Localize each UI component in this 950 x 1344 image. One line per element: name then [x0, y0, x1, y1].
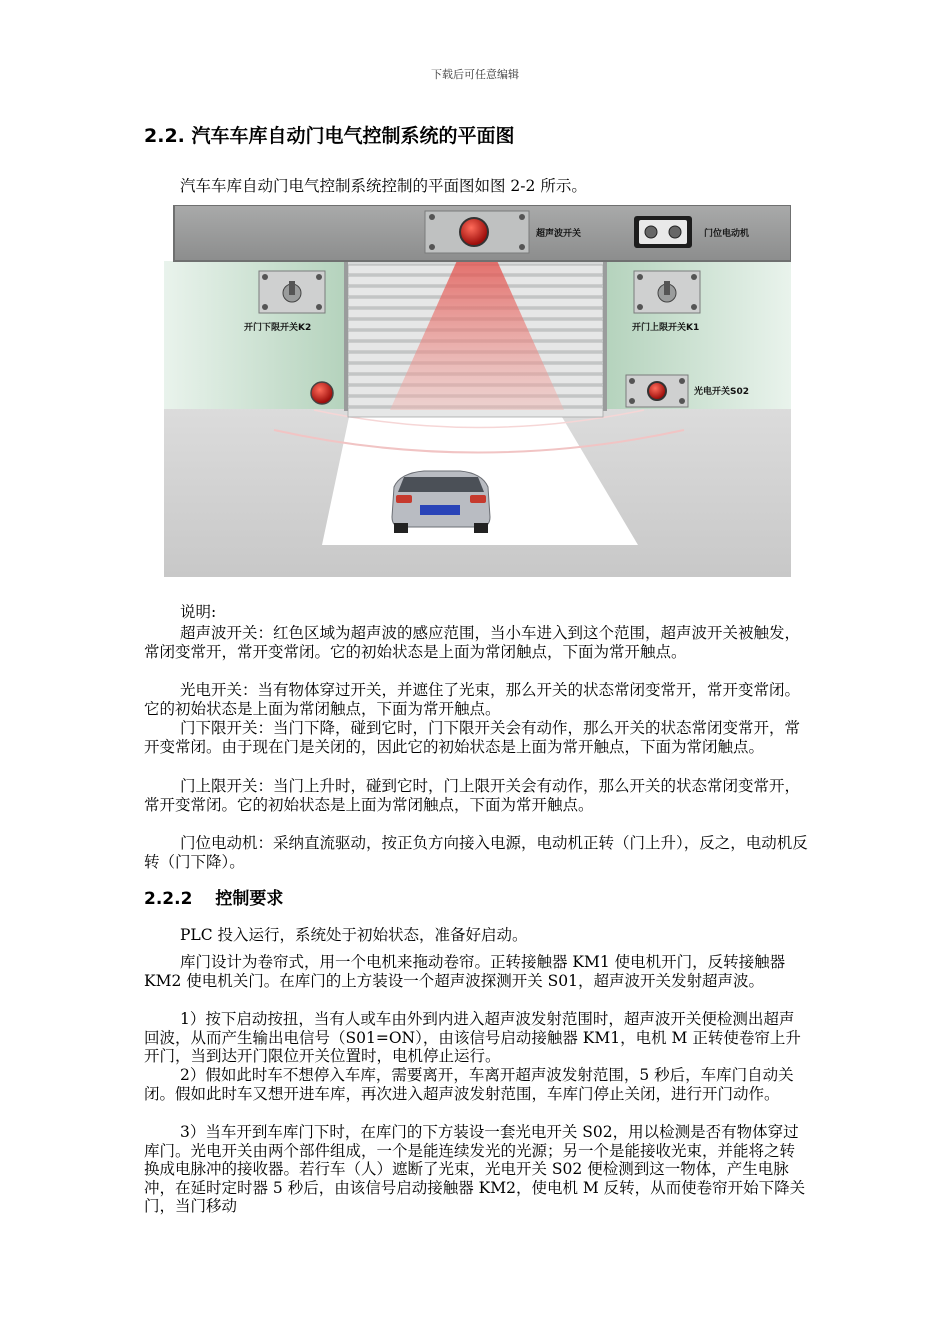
- ultrasonic-label: 超声波开关: [536, 229, 582, 239]
- section-title: 2.2. 汽车车库自动门电气控制系统的平面图: [144, 125, 515, 147]
- photo-label: 光电开关S02: [694, 387, 750, 397]
- ultrasonic-switch-icon: [425, 211, 529, 253]
- subsection-title: 2.2.2 控制要求: [144, 889, 284, 909]
- car-icon: [392, 471, 490, 533]
- control-4: 2）假如此时车不想停入车库，需要离开，车离开超声波发射范围，5 秒后，车库门自动关闭。假如此时车又想开进车库，再次进入超声波发射范围，车库门停止关闭，进行开门动作。: [144, 1066, 794, 1103]
- control-5: 3）当车开到车库门下时，在库门的下方装设一套光电开关 S02，用以检测是否有物体穿过库门。光电开关由两个部件组成，一个是能连续发光的光源；另一个是能接收光束，并能将之转换成电脉冲的接收器。若行车（人）遮断了光束，光电开关 S02 便检测到这一物体，产生电脉冲，在延时定时器 5 秒后，由该信号启动接触器 KM2，使电机 M 反转，从而使卷帘开始下降关门，当门移动: [144, 1123, 806, 1216]
- upper-limit-label: 开门上限开关K1: [632, 323, 700, 333]
- explain-motor: 门位电动机：采纳直流驱动，按正负方向接入电源，电动机正转（门上升），反之，电动机反转（门下降）。: [144, 834, 808, 871]
- control-2: 库门设计为卷帘式，用一个电机来拖动卷帘。正转接触器 KM1 使电机开门，反转接触器 KM2 使电机关门。在库门的上方装设一个超声波探测开关 S01，超声波开关发射超声波。: [144, 953, 786, 990]
- explain-title: 说明:: [180, 603, 217, 621]
- explain-upper-limit: 门上限开关：当门上升时，碰到它时，门上限开关会有动作，那么开关的状态常闭变常开，常开变常闭。它的初始状态是上面为常闭触点，下面为常开触点。: [144, 777, 801, 814]
- control-3: 1）按下启动按扭，当有人或车由外到内进入超声波发射范围时，超声波开关便检测出超声回波，从而产生输出电信号（S01=ON），由该信号启动接触器 KM1，电机 M 正转使卷帘上升开门，当到达开门限位开关位置时，电机停止运行。: [144, 1010, 801, 1066]
- garage-door-figure: [164, 205, 791, 577]
- control-1: PLC 投入运行，系统处于初始状态，准备好启动。: [180, 926, 528, 944]
- lower-limit-label: 开门下限开关K2: [244, 323, 312, 333]
- photo-switch-icon: [626, 375, 688, 407]
- door-motor-icon: [634, 216, 692, 248]
- explain-photo: 光电开关：当有物体穿过开关，并遮住了光束，那么开关的状态常闭变常开，常开变常闭。它的初始状态是上面为常闭触点，下面为常开触点。: [144, 681, 801, 718]
- lower-limit-switch-icon: [259, 271, 325, 313]
- left-indicator-icon: [311, 382, 333, 404]
- page-header: 下载后可任意编辑: [431, 68, 519, 81]
- upper-limit-switch-icon: [634, 271, 700, 313]
- explain-ultrasonic: 超声波开关：红色区域为超声波的感应范围，当小车进入到这个范围，超声波开关被触发，常闭变常开，常开变常闭。它的初始状态是上面为常闭触点，下面为常开触点。: [144, 624, 801, 661]
- intro-paragraph: 汽车车库自动门电气控制系统控制的平面图如图 2-2 所示。: [180, 177, 587, 195]
- motor-label: 门位电动机: [704, 229, 750, 239]
- explain-lower-limit: 门下限开关：当门下降，碰到它时，门下限开关会有动作，那么开关的状态常闭变常开，常开变常闭。由于现在门是关闭的，因此它的初始状态是上面为常开触点，下面为常闭触点。: [144, 719, 801, 756]
